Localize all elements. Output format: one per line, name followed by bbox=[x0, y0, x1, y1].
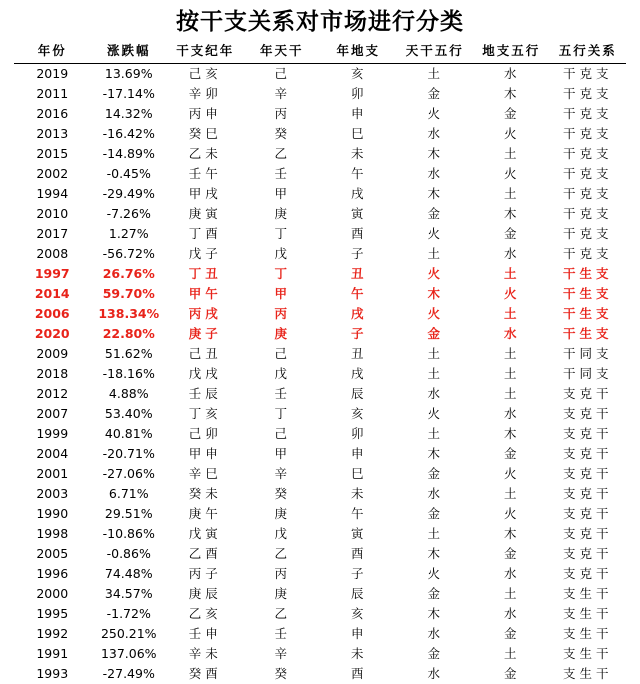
cell-dz-wuxing: 水 bbox=[473, 404, 550, 424]
cell-change: 138.34% bbox=[91, 304, 168, 324]
table-row bbox=[14, 64, 626, 85]
cell-dizhi: 亥 bbox=[320, 64, 397, 85]
table-row bbox=[14, 304, 626, 324]
cell-year: 2001 bbox=[14, 464, 91, 484]
cell-change: -17.14% bbox=[91, 84, 168, 104]
cell-tg-wuxing: 金 bbox=[397, 464, 474, 484]
cell-dizhi: 子 bbox=[320, 324, 397, 344]
cell-ganzhi: 庚辰 bbox=[167, 584, 244, 604]
cell-tiangan: 乙 bbox=[244, 144, 321, 164]
table-row bbox=[14, 104, 626, 124]
table-row bbox=[14, 164, 626, 184]
cell-ganzhi: 丙戌 bbox=[167, 304, 244, 324]
table-row bbox=[14, 344, 626, 364]
cell-tiangan: 乙 bbox=[244, 544, 321, 564]
table-header bbox=[14, 38, 626, 64]
table-row bbox=[14, 444, 626, 464]
table-row bbox=[14, 624, 626, 644]
cell-tg-wuxing: 土 bbox=[397, 424, 474, 444]
cell-year: 2020 bbox=[14, 324, 91, 344]
cell-relation: 干克支 bbox=[550, 244, 627, 264]
cell-relation: 支克干 bbox=[550, 444, 627, 464]
cell-ganzhi: 戊戌 bbox=[167, 364, 244, 384]
cell-tg-wuxing: 土 bbox=[397, 524, 474, 544]
cell-tg-wuxing: 木 bbox=[397, 284, 474, 304]
cell-dz-wuxing: 水 bbox=[473, 324, 550, 344]
cell-dizhi: 戌 bbox=[320, 304, 397, 324]
cell-tiangan: 丙 bbox=[244, 104, 321, 124]
cell-dizhi: 酉 bbox=[320, 544, 397, 564]
cell-relation: 支克干 bbox=[550, 524, 627, 544]
table-row bbox=[14, 604, 626, 624]
cell-tg-wuxing: 土 bbox=[397, 64, 474, 85]
cell-dz-wuxing: 木 bbox=[473, 84, 550, 104]
cell-year: 2005 bbox=[14, 544, 91, 564]
cell-year: 2013 bbox=[14, 124, 91, 144]
table-row bbox=[14, 564, 626, 584]
cell-tg-wuxing: 水 bbox=[397, 124, 474, 144]
cell-change: 250.21% bbox=[91, 624, 168, 644]
cell-change: 53.40% bbox=[91, 404, 168, 424]
cell-dizhi: 未 bbox=[320, 644, 397, 664]
cell-tg-wuxing: 土 bbox=[397, 244, 474, 264]
cell-change: 26.76% bbox=[91, 264, 168, 284]
cell-tiangan: 癸 bbox=[244, 124, 321, 144]
cell-dz-wuxing: 土 bbox=[473, 364, 550, 384]
cell-ganzhi: 乙酉 bbox=[167, 544, 244, 564]
cell-tiangan: 壬 bbox=[244, 384, 321, 404]
cell-tg-wuxing: 火 bbox=[397, 304, 474, 324]
cell-ganzhi: 己丑 bbox=[167, 344, 244, 364]
cell-year: 2015 bbox=[14, 144, 91, 164]
cell-relation: 干生支 bbox=[550, 264, 627, 284]
cell-tg-wuxing: 火 bbox=[397, 264, 474, 284]
cell-ganzhi: 戊寅 bbox=[167, 524, 244, 544]
cell-relation: 干克支 bbox=[550, 204, 627, 224]
cell-change: 1.27% bbox=[91, 224, 168, 244]
cell-dz-wuxing: 火 bbox=[473, 164, 550, 184]
cell-year: 2010 bbox=[14, 204, 91, 224]
cell-tg-wuxing: 金 bbox=[397, 204, 474, 224]
cell-tiangan: 己 bbox=[244, 64, 321, 85]
cell-change: -16.42% bbox=[91, 124, 168, 144]
cell-tg-wuxing: 水 bbox=[397, 164, 474, 184]
cell-change: -27.06% bbox=[91, 464, 168, 484]
cell-tiangan: 辛 bbox=[244, 464, 321, 484]
cell-year: 2017 bbox=[14, 224, 91, 244]
table-row bbox=[14, 484, 626, 504]
cell-dz-wuxing: 土 bbox=[473, 584, 550, 604]
cell-change: -14.89% bbox=[91, 144, 168, 164]
cell-relation: 支生干 bbox=[550, 624, 627, 644]
table-row bbox=[14, 404, 626, 424]
cell-dz-wuxing: 火 bbox=[473, 124, 550, 144]
cell-dz-wuxing: 金 bbox=[473, 104, 550, 124]
cell-ganzhi: 甲午 bbox=[167, 284, 244, 304]
column-header-year: 年份 bbox=[14, 38, 91, 64]
cell-tiangan: 乙 bbox=[244, 604, 321, 624]
cell-change: -29.49% bbox=[91, 184, 168, 204]
cell-ganzhi: 癸巳 bbox=[167, 124, 244, 144]
cell-change: 14.32% bbox=[91, 104, 168, 124]
cell-dizhi: 酉 bbox=[320, 224, 397, 244]
cell-year: 1990 bbox=[14, 504, 91, 524]
cell-relation: 支克干 bbox=[550, 424, 627, 444]
cell-ganzhi: 庚子 bbox=[167, 324, 244, 344]
cell-change: 13.69% bbox=[91, 64, 168, 85]
cell-dizhi: 寅 bbox=[320, 524, 397, 544]
cell-relation: 干同支 bbox=[550, 364, 627, 384]
cell-year: 2002 bbox=[14, 164, 91, 184]
cell-dizhi: 亥 bbox=[320, 604, 397, 624]
column-header-change: 涨跌幅 bbox=[91, 38, 168, 64]
table-row bbox=[14, 504, 626, 524]
cell-change: 74.48% bbox=[91, 564, 168, 584]
cell-ganzhi: 丙子 bbox=[167, 564, 244, 584]
cell-change: -7.26% bbox=[91, 204, 168, 224]
cell-dizhi: 寅 bbox=[320, 204, 397, 224]
cell-dizhi: 酉 bbox=[320, 664, 397, 684]
cell-ganzhi: 庚寅 bbox=[167, 204, 244, 224]
cell-ganzhi: 辛未 bbox=[167, 644, 244, 664]
cell-change: 59.70% bbox=[91, 284, 168, 304]
cell-relation: 干克支 bbox=[550, 184, 627, 204]
cell-tiangan: 壬 bbox=[244, 164, 321, 184]
cell-change: 29.51% bbox=[91, 504, 168, 524]
cell-year: 1999 bbox=[14, 424, 91, 444]
cell-tiangan: 癸 bbox=[244, 664, 321, 684]
cell-year: 2000 bbox=[14, 584, 91, 604]
cell-tiangan: 辛 bbox=[244, 644, 321, 664]
cell-ganzhi: 壬午 bbox=[167, 164, 244, 184]
table-row bbox=[14, 644, 626, 664]
cell-change: -1.72% bbox=[91, 604, 168, 624]
cell-dizhi: 辰 bbox=[320, 584, 397, 604]
cell-tg-wuxing: 水 bbox=[397, 484, 474, 504]
table-row bbox=[14, 464, 626, 484]
cell-dz-wuxing: 金 bbox=[473, 224, 550, 244]
cell-dz-wuxing: 金 bbox=[473, 664, 550, 684]
table-body bbox=[14, 64, 626, 684]
cell-dizhi: 丑 bbox=[320, 344, 397, 364]
cell-dizhi: 亥 bbox=[320, 404, 397, 424]
cell-relation: 干克支 bbox=[550, 144, 627, 164]
cell-tiangan: 戊 bbox=[244, 244, 321, 264]
table-row bbox=[14, 84, 626, 104]
cell-relation: 支克干 bbox=[550, 564, 627, 584]
cell-dz-wuxing: 火 bbox=[473, 284, 550, 304]
cell-dizhi: 申 bbox=[320, 104, 397, 124]
column-header-tiangan: 年天干 bbox=[244, 38, 321, 64]
cell-ganzhi: 乙亥 bbox=[167, 604, 244, 624]
cell-year: 2019 bbox=[14, 64, 91, 85]
cell-tiangan: 甲 bbox=[244, 444, 321, 464]
cell-relation: 支克干 bbox=[550, 384, 627, 404]
cell-dizhi: 午 bbox=[320, 504, 397, 524]
cell-relation: 支克干 bbox=[550, 464, 627, 484]
cell-ganzhi: 丙申 bbox=[167, 104, 244, 124]
cell-relation: 支生干 bbox=[550, 604, 627, 624]
cell-tg-wuxing: 土 bbox=[397, 344, 474, 364]
cell-relation: 干克支 bbox=[550, 104, 627, 124]
cell-year: 2007 bbox=[14, 404, 91, 424]
table-row bbox=[14, 144, 626, 164]
cell-ganzhi: 辛巳 bbox=[167, 464, 244, 484]
page-title: 按干支关系对市场进行分类 bbox=[0, 0, 640, 38]
cell-dz-wuxing: 水 bbox=[473, 604, 550, 624]
cell-ganzhi: 丁酉 bbox=[167, 224, 244, 244]
table-row bbox=[14, 324, 626, 344]
table-row bbox=[14, 204, 626, 224]
table-row bbox=[14, 424, 626, 444]
cell-tg-wuxing: 水 bbox=[397, 384, 474, 404]
cell-relation: 支克干 bbox=[550, 484, 627, 504]
cell-tg-wuxing: 火 bbox=[397, 224, 474, 244]
cell-ganzhi: 乙未 bbox=[167, 144, 244, 164]
cell-tg-wuxing: 水 bbox=[397, 624, 474, 644]
cell-ganzhi: 己亥 bbox=[167, 64, 244, 85]
cell-dz-wuxing: 火 bbox=[473, 504, 550, 524]
cell-tiangan: 丁 bbox=[244, 404, 321, 424]
cell-tiangan: 丙 bbox=[244, 564, 321, 584]
cell-dz-wuxing: 木 bbox=[473, 524, 550, 544]
cell-relation: 干克支 bbox=[550, 164, 627, 184]
cell-change: -0.86% bbox=[91, 544, 168, 564]
cell-year: 2014 bbox=[14, 284, 91, 304]
cell-change: -10.86% bbox=[91, 524, 168, 544]
cell-change: -0.45% bbox=[91, 164, 168, 184]
cell-ganzhi: 丁亥 bbox=[167, 404, 244, 424]
table-row bbox=[14, 544, 626, 564]
column-header-tg-wuxing: 天干五行 bbox=[397, 38, 474, 64]
cell-relation: 干同支 bbox=[550, 344, 627, 364]
cell-dizhi: 未 bbox=[320, 144, 397, 164]
cell-dz-wuxing: 土 bbox=[473, 304, 550, 324]
cell-tg-wuxing: 火 bbox=[397, 104, 474, 124]
table-row bbox=[14, 244, 626, 264]
cell-year: 1996 bbox=[14, 564, 91, 584]
cell-year: 2006 bbox=[14, 304, 91, 324]
cell-dz-wuxing: 木 bbox=[473, 204, 550, 224]
table-row bbox=[14, 184, 626, 204]
cell-ganzhi: 甲申 bbox=[167, 444, 244, 464]
cell-dz-wuxing: 土 bbox=[473, 184, 550, 204]
table-row bbox=[14, 584, 626, 604]
cell-change: -18.16% bbox=[91, 364, 168, 384]
cell-tiangan: 庚 bbox=[244, 324, 321, 344]
cell-dizhi: 戌 bbox=[320, 184, 397, 204]
cell-dizhi: 巳 bbox=[320, 124, 397, 144]
cell-dz-wuxing: 土 bbox=[473, 144, 550, 164]
table-row bbox=[14, 264, 626, 284]
cell-change: 34.57% bbox=[91, 584, 168, 604]
table-row bbox=[14, 664, 626, 684]
cell-dz-wuxing: 金 bbox=[473, 444, 550, 464]
cell-ganzhi: 壬申 bbox=[167, 624, 244, 644]
cell-tg-wuxing: 水 bbox=[397, 664, 474, 684]
cell-year: 2011 bbox=[14, 84, 91, 104]
cell-tiangan: 己 bbox=[244, 424, 321, 444]
cell-relation: 干克支 bbox=[550, 124, 627, 144]
cell-dizhi: 丑 bbox=[320, 264, 397, 284]
cell-dz-wuxing: 金 bbox=[473, 624, 550, 644]
cell-relation: 干生支 bbox=[550, 304, 627, 324]
table-row bbox=[14, 224, 626, 244]
table-row bbox=[14, 524, 626, 544]
table-row bbox=[14, 384, 626, 404]
cell-ganzhi: 辛卯 bbox=[167, 84, 244, 104]
cell-change: -27.49% bbox=[91, 664, 168, 684]
cell-dizhi: 子 bbox=[320, 244, 397, 264]
cell-dizhi: 申 bbox=[320, 444, 397, 464]
cell-relation: 支克干 bbox=[550, 404, 627, 424]
cell-tg-wuxing: 木 bbox=[397, 544, 474, 564]
cell-tg-wuxing: 木 bbox=[397, 184, 474, 204]
cell-ganzhi: 癸酉 bbox=[167, 664, 244, 684]
cell-tg-wuxing: 土 bbox=[397, 364, 474, 384]
column-header-dz-wuxing: 地支五行 bbox=[473, 38, 550, 64]
cell-ganzhi: 壬辰 bbox=[167, 384, 244, 404]
cell-relation: 支生干 bbox=[550, 584, 627, 604]
cell-tiangan: 戊 bbox=[244, 364, 321, 384]
cell-year: 1994 bbox=[14, 184, 91, 204]
cell-tiangan: 丁 bbox=[244, 264, 321, 284]
cell-tg-wuxing: 木 bbox=[397, 144, 474, 164]
cell-tg-wuxing: 金 bbox=[397, 504, 474, 524]
column-header-dizhi: 年地支 bbox=[320, 38, 397, 64]
cell-tiangan: 癸 bbox=[244, 484, 321, 504]
cell-relation: 支克干 bbox=[550, 544, 627, 564]
cell-tiangan: 庚 bbox=[244, 584, 321, 604]
cell-dz-wuxing: 水 bbox=[473, 64, 550, 85]
cell-tiangan: 辛 bbox=[244, 84, 321, 104]
cell-tiangan: 己 bbox=[244, 344, 321, 364]
cell-change: 22.80% bbox=[91, 324, 168, 344]
cell-tg-wuxing: 金 bbox=[397, 644, 474, 664]
cell-ganzhi: 丁丑 bbox=[167, 264, 244, 284]
cell-dizhi: 戌 bbox=[320, 364, 397, 384]
table-row bbox=[14, 284, 626, 304]
cell-dz-wuxing: 木 bbox=[473, 424, 550, 444]
cell-relation: 干克支 bbox=[550, 224, 627, 244]
cell-dizhi: 辰 bbox=[320, 384, 397, 404]
cell-tiangan: 戊 bbox=[244, 524, 321, 544]
cell-year: 2003 bbox=[14, 484, 91, 504]
cell-dizhi: 巳 bbox=[320, 464, 397, 484]
cell-change: 137.06% bbox=[91, 644, 168, 664]
cell-dizhi: 午 bbox=[320, 284, 397, 304]
cell-year: 1998 bbox=[14, 524, 91, 544]
cell-year: 2004 bbox=[14, 444, 91, 464]
cell-dizhi: 申 bbox=[320, 624, 397, 644]
cell-tiangan: 丙 bbox=[244, 304, 321, 324]
cell-dizhi: 午 bbox=[320, 164, 397, 184]
cell-year: 1997 bbox=[14, 264, 91, 284]
cell-dz-wuxing: 土 bbox=[473, 344, 550, 364]
cell-dz-wuxing: 水 bbox=[473, 244, 550, 264]
cell-relation: 干克支 bbox=[550, 84, 627, 104]
cell-dizhi: 未 bbox=[320, 484, 397, 504]
cell-tiangan: 庚 bbox=[244, 204, 321, 224]
cell-relation: 干克支 bbox=[550, 64, 627, 85]
cell-tiangan: 壬 bbox=[244, 624, 321, 644]
table-row bbox=[14, 124, 626, 144]
classification-table bbox=[14, 38, 626, 684]
cell-year: 1992 bbox=[14, 624, 91, 644]
cell-tg-wuxing: 木 bbox=[397, 444, 474, 464]
cell-year: 1995 bbox=[14, 604, 91, 624]
cell-year: 1993 bbox=[14, 664, 91, 684]
cell-relation: 干生支 bbox=[550, 284, 627, 304]
cell-change: -20.71% bbox=[91, 444, 168, 464]
cell-relation: 支生干 bbox=[550, 644, 627, 664]
cell-dz-wuxing: 土 bbox=[473, 264, 550, 284]
cell-tg-wuxing: 金 bbox=[397, 584, 474, 604]
table-row bbox=[14, 364, 626, 384]
cell-year: 2008 bbox=[14, 244, 91, 264]
column-header-relation: 五行关系 bbox=[550, 38, 627, 64]
cell-ganzhi: 癸未 bbox=[167, 484, 244, 504]
cell-change: 6.71% bbox=[91, 484, 168, 504]
cell-year: 2018 bbox=[14, 364, 91, 384]
cell-year: 2016 bbox=[14, 104, 91, 124]
cell-change: 4.88% bbox=[91, 384, 168, 404]
cell-year: 2009 bbox=[14, 344, 91, 364]
cell-dizhi: 卯 bbox=[320, 84, 397, 104]
cell-tg-wuxing: 木 bbox=[397, 604, 474, 624]
cell-change: 40.81% bbox=[91, 424, 168, 444]
cell-dizhi: 子 bbox=[320, 564, 397, 584]
cell-tiangan: 甲 bbox=[244, 284, 321, 304]
cell-relation: 支生干 bbox=[550, 664, 627, 684]
cell-tg-wuxing: 金 bbox=[397, 84, 474, 104]
cell-dz-wuxing: 土 bbox=[473, 644, 550, 664]
cell-ganzhi: 戊子 bbox=[167, 244, 244, 264]
cell-tiangan: 丁 bbox=[244, 224, 321, 244]
cell-dz-wuxing: 火 bbox=[473, 464, 550, 484]
cell-year: 2012 bbox=[14, 384, 91, 404]
cell-dizhi: 卯 bbox=[320, 424, 397, 444]
cell-dz-wuxing: 金 bbox=[473, 544, 550, 564]
cell-tg-wuxing: 火 bbox=[397, 564, 474, 584]
cell-tg-wuxing: 金 bbox=[397, 324, 474, 344]
cell-relation: 支克干 bbox=[550, 504, 627, 524]
cell-change: 51.62% bbox=[91, 344, 168, 364]
cell-dz-wuxing: 土 bbox=[473, 484, 550, 504]
cell-dz-wuxing: 土 bbox=[473, 384, 550, 404]
column-header-ganzhi: 干支纪年 bbox=[167, 38, 244, 64]
cell-tiangan: 甲 bbox=[244, 184, 321, 204]
cell-change: -56.72% bbox=[91, 244, 168, 264]
cell-tiangan: 庚 bbox=[244, 504, 321, 524]
cell-year: 1991 bbox=[14, 644, 91, 664]
cell-tg-wuxing: 火 bbox=[397, 404, 474, 424]
cell-ganzhi: 己卯 bbox=[167, 424, 244, 444]
cell-dz-wuxing: 水 bbox=[473, 564, 550, 584]
table-header-row bbox=[14, 38, 626, 64]
cell-ganzhi: 庚午 bbox=[167, 504, 244, 524]
cell-relation: 干生支 bbox=[550, 324, 627, 344]
cell-ganzhi: 甲戌 bbox=[167, 184, 244, 204]
